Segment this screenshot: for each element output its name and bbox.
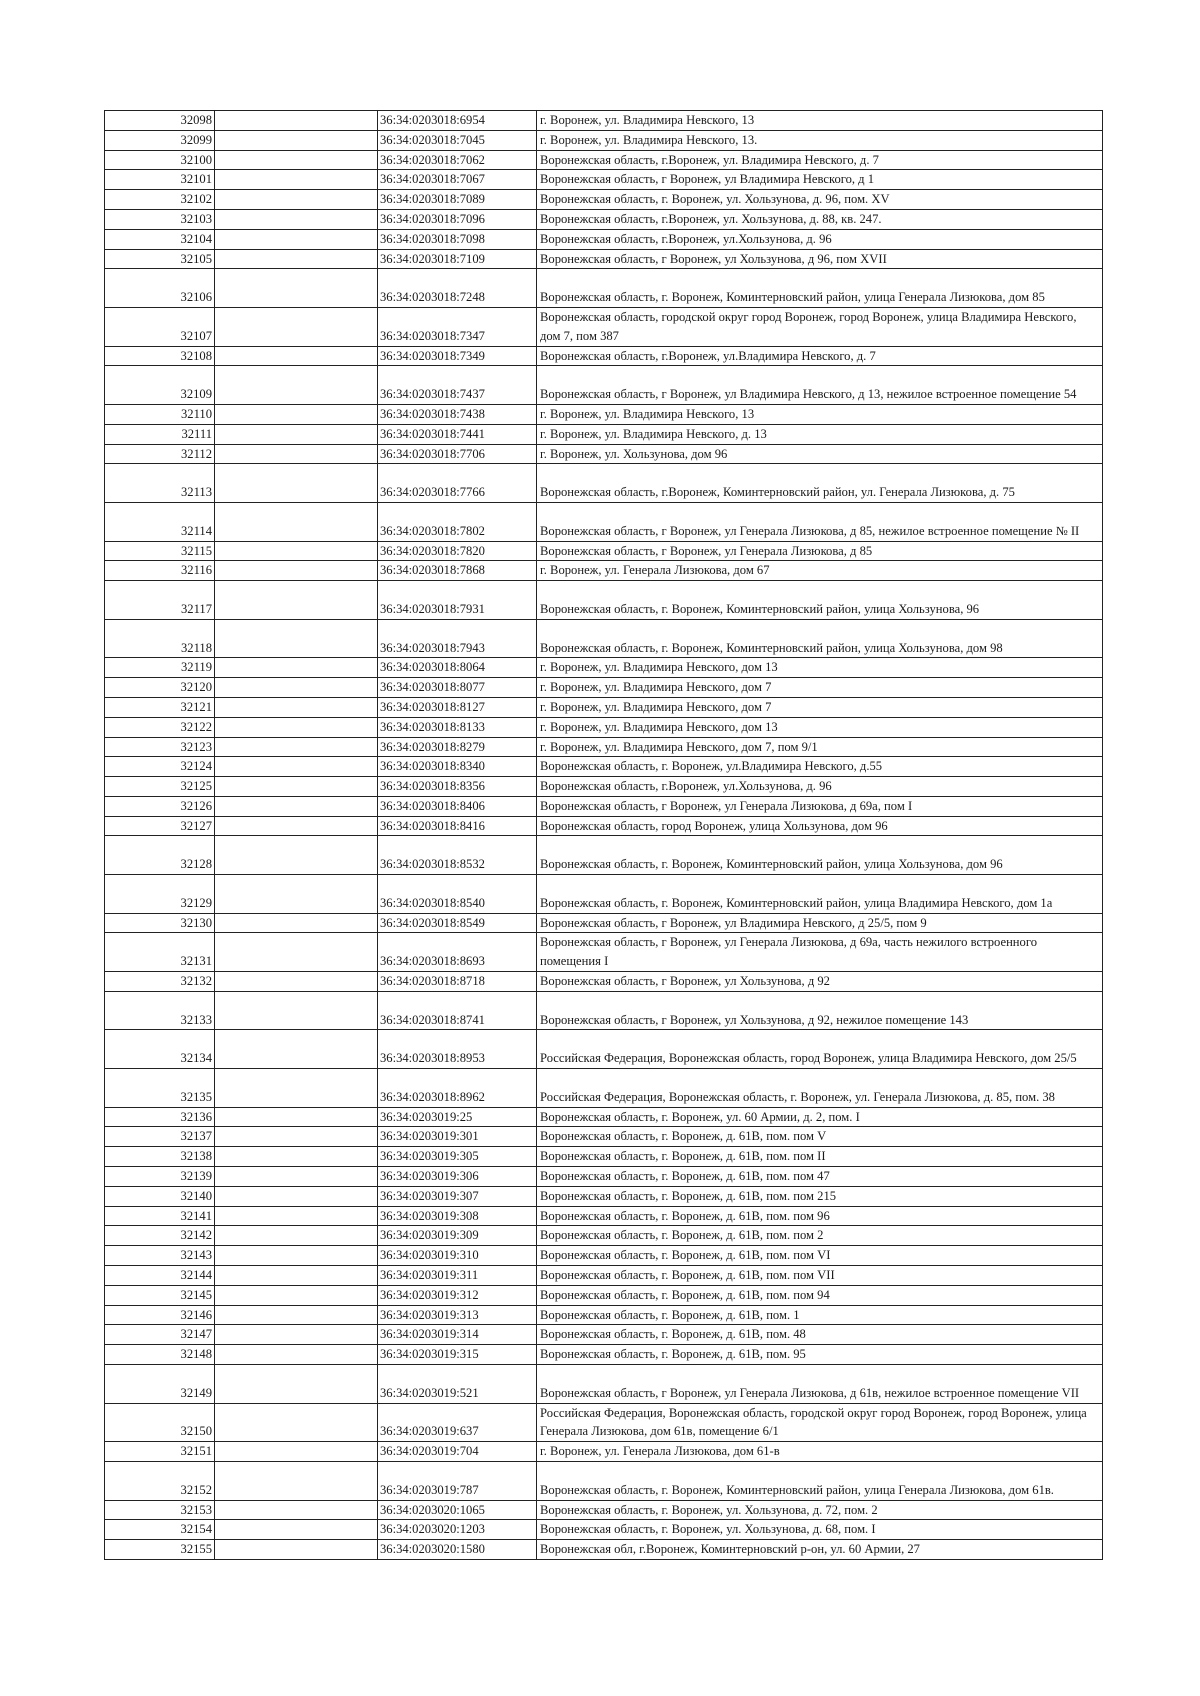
cadastral-number-cell: 36:34:0203019:315 bbox=[378, 1345, 537, 1365]
table-row bbox=[105, 1540, 1103, 1560]
row-number-cell: 32119 bbox=[105, 658, 215, 678]
cadastral-number-cell: 36:34:0203018:8127 bbox=[378, 697, 537, 717]
empty-cell bbox=[215, 796, 378, 816]
empty-cell bbox=[215, 1167, 378, 1187]
address-cell: г. Воронеж, ул. Владимира Невского, дом 7 bbox=[537, 678, 1103, 698]
empty-cell bbox=[215, 581, 378, 620]
table-row bbox=[105, 404, 1103, 424]
cadastral-number-cell: 36:34:0203018:7802 bbox=[378, 502, 537, 541]
empty-cell bbox=[215, 1461, 378, 1500]
address-cell: Воронежская область, г. Воронеж, д. 61В, пом. пом 96 bbox=[537, 1206, 1103, 1226]
empty-cell bbox=[215, 170, 378, 190]
table-row bbox=[105, 1520, 1103, 1540]
table-row bbox=[105, 777, 1103, 797]
address-cell: Воронежская область, г. Воронеж, д. 61В, пом. 95 bbox=[537, 1345, 1103, 1365]
cadastral-number-cell: 36:34:0203018:7067 bbox=[378, 170, 537, 190]
cadastral-number-cell: 36:34:0203019:301 bbox=[378, 1127, 537, 1147]
cadastral-number-cell: 36:34:0203018:7248 bbox=[378, 269, 537, 308]
row-number-cell: 32116 bbox=[105, 561, 215, 581]
row-number-cell: 32108 bbox=[105, 346, 215, 366]
cadastral-number-cell: 36:34:0203018:8406 bbox=[378, 796, 537, 816]
address-cell: г. Воронеж, ул. Владимира Невского, 13 bbox=[537, 404, 1103, 424]
cadastral-number-cell: 36:34:0203018:8064 bbox=[378, 658, 537, 678]
address-cell: Воронежская область, г. Воронеж, д. 61В, пом. пом VI bbox=[537, 1246, 1103, 1266]
empty-cell bbox=[215, 561, 378, 581]
cadastral-number-cell: 36:34:0203019:307 bbox=[378, 1186, 537, 1206]
empty-cell bbox=[215, 757, 378, 777]
address-cell: г. Воронеж, ул. Владимира Невского, дом 7, пом 9/1 bbox=[537, 737, 1103, 757]
table-row bbox=[105, 991, 1103, 1030]
address-cell: Воронежская область, г Воронеж, ул Генерала Лизюкова, д 69а, часть нежилого встроенного помещения I bbox=[537, 933, 1103, 972]
row-number-cell: 32123 bbox=[105, 737, 215, 757]
cadastral-number-cell: 36:34:0203019:312 bbox=[378, 1285, 537, 1305]
table-row bbox=[105, 444, 1103, 464]
table-row bbox=[105, 1500, 1103, 1520]
row-number-cell: 32154 bbox=[105, 1520, 215, 1540]
row-number-cell: 32118 bbox=[105, 619, 215, 658]
address-cell: г. Воронеж, ул. Владимира Невского, дом 13 bbox=[537, 658, 1103, 678]
table-row bbox=[105, 1325, 1103, 1345]
address-cell: г. Воронеж, ул. Владимира Невского, д. 13 bbox=[537, 424, 1103, 444]
cadastral-number-cell: 36:34:0203019:314 bbox=[378, 1325, 537, 1345]
empty-cell bbox=[215, 150, 378, 170]
table-row bbox=[105, 1206, 1103, 1226]
cadastral-number-cell: 36:34:0203018:8962 bbox=[378, 1069, 537, 1108]
address-cell: Воронежская область, г. Воронеж, д. 61В, пом. пом VII bbox=[537, 1266, 1103, 1286]
empty-cell bbox=[215, 424, 378, 444]
empty-cell bbox=[215, 269, 378, 308]
empty-cell bbox=[215, 777, 378, 797]
row-number-cell: 32109 bbox=[105, 366, 215, 405]
empty-cell bbox=[215, 249, 378, 269]
empty-cell bbox=[215, 190, 378, 210]
table-row bbox=[105, 619, 1103, 658]
address-cell: Воронежская область, г. Воронеж, ул. Хользунова, д. 72, пом. 2 bbox=[537, 1500, 1103, 1520]
address-cell: Воронежская область, г.Воронеж, ул. Хользунова, д. 88, кв. 247. bbox=[537, 209, 1103, 229]
row-number-cell: 32135 bbox=[105, 1069, 215, 1108]
address-cell: Воронежская область, г. Воронеж, ул. 60 Армии, д. 2, пом. I bbox=[537, 1107, 1103, 1127]
empty-cell bbox=[215, 1107, 378, 1127]
row-number-cell: 32107 bbox=[105, 307, 215, 346]
row-number-cell: 32105 bbox=[105, 249, 215, 269]
table-row bbox=[105, 1345, 1103, 1365]
table-row bbox=[105, 816, 1103, 836]
row-number-cell: 32146 bbox=[105, 1305, 215, 1325]
cadastral-number-cell: 36:34:0203018:8549 bbox=[378, 913, 537, 933]
address-cell: г. Воронеж, ул. Владимира Невского, 13. bbox=[537, 130, 1103, 150]
empty-cell bbox=[215, 502, 378, 541]
cadastral-number-cell: 36:34:0203018:8133 bbox=[378, 717, 537, 737]
cadastral-number-cell: 36:34:0203018:7089 bbox=[378, 190, 537, 210]
address-cell: Воронежская область, г Воронеж, ул Хользунова, д 92, нежилое помещение 143 bbox=[537, 991, 1103, 1030]
table-row bbox=[105, 1442, 1103, 1462]
empty-cell bbox=[215, 229, 378, 249]
cadastral-number-cell: 36:34:0203018:8741 bbox=[378, 991, 537, 1030]
empty-cell bbox=[215, 697, 378, 717]
table-row bbox=[105, 1266, 1103, 1286]
row-number-cell: 32111 bbox=[105, 424, 215, 444]
registry-table-body bbox=[105, 111, 1103, 1560]
address-cell: Воронежская область, г. Воронеж, д. 61В, пом. 1 bbox=[537, 1305, 1103, 1325]
row-number-cell: 32127 bbox=[105, 816, 215, 836]
cadastral-number-cell: 36:34:0203018:8340 bbox=[378, 757, 537, 777]
row-number-cell: 32151 bbox=[105, 1442, 215, 1462]
row-number-cell: 32150 bbox=[105, 1403, 215, 1442]
address-cell: Российская Федерация, Воронежская область, городской округ город Воронеж, город Воронеж, улица Генерала Лизюкова, дом 61в, помещение 6/1 bbox=[537, 1403, 1103, 1442]
cadastral-number-cell: 36:34:0203018:7706 bbox=[378, 444, 537, 464]
table-row bbox=[105, 1403, 1103, 1442]
row-number-cell: 32110 bbox=[105, 404, 215, 424]
cadastral-number-cell: 36:34:0203018:7868 bbox=[378, 561, 537, 581]
table-row bbox=[105, 581, 1103, 620]
address-cell: Воронежская область, г. Воронеж, Коминтерновский район, улица Генерала Лизюкова, дом 61в. bbox=[537, 1461, 1103, 1500]
table-row bbox=[105, 111, 1103, 131]
table-row bbox=[105, 913, 1103, 933]
empty-cell bbox=[215, 1186, 378, 1206]
cadastral-number-cell: 36:34:0203018:7045 bbox=[378, 130, 537, 150]
row-number-cell: 32133 bbox=[105, 991, 215, 1030]
row-number-cell: 32145 bbox=[105, 1285, 215, 1305]
address-cell: г. Воронеж, ул. Владимира Невского, дом 7 bbox=[537, 697, 1103, 717]
cadastral-number-cell: 36:34:0203019:704 bbox=[378, 1442, 537, 1462]
address-cell: Воронежская область, г. Воронеж, ул. Хользунова, д. 68, пом. I bbox=[537, 1520, 1103, 1540]
address-cell: Воронежская область, г. Воронеж, д. 61В, пом. пом 47 bbox=[537, 1167, 1103, 1187]
address-cell: г. Воронеж, ул. Генерала Лизюкова, дом 67 bbox=[537, 561, 1103, 581]
table-row bbox=[105, 1246, 1103, 1266]
table-row bbox=[105, 1226, 1103, 1246]
table-row bbox=[105, 697, 1103, 717]
row-number-cell: 32149 bbox=[105, 1365, 215, 1404]
empty-cell bbox=[215, 1442, 378, 1462]
cadastral-number-cell: 36:34:0203018:7438 bbox=[378, 404, 537, 424]
empty-cell bbox=[215, 444, 378, 464]
table-row bbox=[105, 561, 1103, 581]
table-row bbox=[105, 1186, 1103, 1206]
table-row bbox=[105, 1030, 1103, 1069]
row-number-cell: 32102 bbox=[105, 190, 215, 210]
row-number-cell: 32136 bbox=[105, 1107, 215, 1127]
table-row bbox=[105, 130, 1103, 150]
table-row bbox=[105, 307, 1103, 346]
empty-cell bbox=[215, 991, 378, 1030]
address-cell: Российская Федерация, Воронежская область, г. Воронеж, ул. Генерала Лизюкова, д. 85, пом. 38 bbox=[537, 1069, 1103, 1108]
address-cell: Воронежская область, г Воронеж, ул Генерала Лизюкова, д 61в, нежилое встроенное помещение VII bbox=[537, 1365, 1103, 1404]
empty-cell bbox=[215, 464, 378, 503]
cadastral-number-cell: 36:34:0203020:1203 bbox=[378, 1520, 537, 1540]
table-row bbox=[105, 1069, 1103, 1108]
address-cell: Воронежская область, г. Воронеж, д. 61В, пом. пом V bbox=[537, 1127, 1103, 1147]
cadastral-number-cell: 36:34:0203019:311 bbox=[378, 1266, 537, 1286]
cadastral-number-cell: 36:34:0203018:7109 bbox=[378, 249, 537, 269]
cadastral-number-cell: 36:34:0203018:8077 bbox=[378, 678, 537, 698]
address-cell: Воронежская область, г.Воронеж, ул.Хользунова, д. 96 bbox=[537, 229, 1103, 249]
row-number-cell: 32112 bbox=[105, 444, 215, 464]
table-row bbox=[105, 269, 1103, 308]
row-number-cell: 32121 bbox=[105, 697, 215, 717]
address-cell: Воронежская область, городской округ город Воронеж, город Воронеж, улица Владимира Невского, дом 7, пом 387 bbox=[537, 307, 1103, 346]
cadastral-number-cell: 36:34:0203018:8279 bbox=[378, 737, 537, 757]
row-number-cell: 32147 bbox=[105, 1325, 215, 1345]
table-row bbox=[105, 717, 1103, 737]
empty-cell bbox=[215, 346, 378, 366]
row-number-cell: 32148 bbox=[105, 1345, 215, 1365]
row-number-cell: 32100 bbox=[105, 150, 215, 170]
row-number-cell: 32101 bbox=[105, 170, 215, 190]
address-cell: Воронежская область, г. Воронеж, Коминтерновский район, улица Владимира Невского, дом 1а bbox=[537, 875, 1103, 914]
empty-cell bbox=[215, 1206, 378, 1226]
cadastral-number-cell: 36:34:0203018:8416 bbox=[378, 816, 537, 836]
cadastral-number-cell: 36:34:0203018:7931 bbox=[378, 581, 537, 620]
empty-cell bbox=[215, 836, 378, 875]
cadastral-number-cell: 36:34:0203018:8718 bbox=[378, 972, 537, 992]
cadastral-number-cell: 36:34:0203018:8356 bbox=[378, 777, 537, 797]
empty-cell bbox=[215, 1365, 378, 1404]
table-row bbox=[105, 796, 1103, 816]
empty-cell bbox=[215, 1520, 378, 1540]
row-number-cell: 32144 bbox=[105, 1266, 215, 1286]
cadastral-number-cell: 36:34:0203018:7441 bbox=[378, 424, 537, 444]
cadastral-number-cell: 36:34:0203020:1580 bbox=[378, 1540, 537, 1560]
empty-cell bbox=[215, 737, 378, 757]
empty-cell bbox=[215, 619, 378, 658]
table-row bbox=[105, 757, 1103, 777]
cadastral-number-cell: 36:34:0203018:6954 bbox=[378, 111, 537, 131]
row-number-cell: 32124 bbox=[105, 757, 215, 777]
row-number-cell: 32099 bbox=[105, 130, 215, 150]
cadastral-number-cell: 36:34:0203019:787 bbox=[378, 1461, 537, 1500]
address-cell: г. Воронеж, ул. Владимира Невского, дом 13 bbox=[537, 717, 1103, 737]
empty-cell bbox=[215, 111, 378, 131]
cadastral-number-cell: 36:34:0203018:7062 bbox=[378, 150, 537, 170]
cadastral-number-cell: 36:34:0203018:8532 bbox=[378, 836, 537, 875]
empty-cell bbox=[215, 1266, 378, 1286]
address-cell: г. Воронеж, ул. Владимира Невского, 13 bbox=[537, 111, 1103, 131]
row-number-cell: 32117 bbox=[105, 581, 215, 620]
table-row bbox=[105, 1127, 1103, 1147]
table-row bbox=[105, 933, 1103, 972]
address-cell: Воронежская область, г. Воронеж, д. 61В, пом. 48 bbox=[537, 1325, 1103, 1345]
empty-cell bbox=[215, 816, 378, 836]
row-number-cell: 32115 bbox=[105, 541, 215, 561]
table-row bbox=[105, 737, 1103, 757]
cadastral-number-cell: 36:34:0203018:7096 bbox=[378, 209, 537, 229]
address-cell: Воронежская область, г.Воронеж, ул.Хользунова, д. 96 bbox=[537, 777, 1103, 797]
cadastral-number-cell: 36:34:0203018:7349 bbox=[378, 346, 537, 366]
row-number-cell: 32130 bbox=[105, 913, 215, 933]
address-cell: Воронежская область, г Воронеж, ул Владимира Невского, д 13, нежилое встроенное помещение 54 bbox=[537, 366, 1103, 405]
row-number-cell: 32139 bbox=[105, 1167, 215, 1187]
address-cell: Воронежская область, г Воронеж, ул Владимира Невского, д 1 bbox=[537, 170, 1103, 190]
cadastral-number-cell: 36:34:0203018:7820 bbox=[378, 541, 537, 561]
cadastral-number-cell: 36:34:0203018:7943 bbox=[378, 619, 537, 658]
table-row bbox=[105, 1167, 1103, 1187]
cadastral-number-cell: 36:34:0203019:521 bbox=[378, 1365, 537, 1404]
row-number-cell: 32132 bbox=[105, 972, 215, 992]
row-number-cell: 32129 bbox=[105, 875, 215, 914]
address-cell: Воронежская область, г Воронеж, ул Владимира Невского, д 25/5, пом 9 bbox=[537, 913, 1103, 933]
registry-table bbox=[104, 110, 1103, 1560]
address-cell: Воронежская область, г. Воронеж, ул. Хользунова, д. 96, пом. XV bbox=[537, 190, 1103, 210]
empty-cell bbox=[215, 404, 378, 424]
row-number-cell: 32152 bbox=[105, 1461, 215, 1500]
address-cell: Воронежская область, г.Воронеж, ул.Владимира Невского, д. 7 bbox=[537, 346, 1103, 366]
table-row bbox=[105, 346, 1103, 366]
empty-cell bbox=[215, 1246, 378, 1266]
address-cell: Воронежская область, г. Воронеж, д. 61В, пом. пом 215 bbox=[537, 1186, 1103, 1206]
empty-cell bbox=[215, 1540, 378, 1560]
empty-cell bbox=[215, 541, 378, 561]
address-cell: г. Воронеж, ул. Хользунова, дом 96 bbox=[537, 444, 1103, 464]
table-row bbox=[105, 678, 1103, 698]
cadastral-number-cell: 36:34:0203019:309 bbox=[378, 1226, 537, 1246]
address-cell: Воронежская область, г Воронеж, ул Генерала Лизюкова, д 85 bbox=[537, 541, 1103, 561]
row-number-cell: 32114 bbox=[105, 502, 215, 541]
address-cell: Воронежская область, город Воронеж, улица Хользунова, дом 96 bbox=[537, 816, 1103, 836]
table-row bbox=[105, 1461, 1103, 1500]
table-row bbox=[105, 1107, 1103, 1127]
table-row bbox=[105, 1285, 1103, 1305]
empty-cell bbox=[215, 366, 378, 405]
row-number-cell: 32122 bbox=[105, 717, 215, 737]
cadastral-number-cell: 36:34:0203018:7437 bbox=[378, 366, 537, 405]
table-row bbox=[105, 1147, 1103, 1167]
row-number-cell: 32140 bbox=[105, 1186, 215, 1206]
address-cell: Воронежская область, г. Воронеж, д. 61В, пом. пом 94 bbox=[537, 1285, 1103, 1305]
cadastral-number-cell: 36:34:0203018:8540 bbox=[378, 875, 537, 914]
empty-cell bbox=[215, 1403, 378, 1442]
row-number-cell: 32103 bbox=[105, 209, 215, 229]
cadastral-number-cell: 36:34:0203019:313 bbox=[378, 1305, 537, 1325]
table-row bbox=[105, 1305, 1103, 1325]
table-row bbox=[105, 249, 1103, 269]
empty-cell bbox=[215, 1147, 378, 1167]
row-number-cell: 32143 bbox=[105, 1246, 215, 1266]
row-number-cell: 32142 bbox=[105, 1226, 215, 1246]
empty-cell bbox=[215, 1226, 378, 1246]
address-cell: Воронежская область, г. Воронеж, Коминтерновский район, улица Хользунова, дом 96 bbox=[537, 836, 1103, 875]
row-number-cell: 32134 bbox=[105, 1030, 215, 1069]
row-number-cell: 32137 bbox=[105, 1127, 215, 1147]
row-number-cell: 32113 bbox=[105, 464, 215, 503]
table-row bbox=[105, 836, 1103, 875]
cadastral-number-cell: 36:34:0203018:8693 bbox=[378, 933, 537, 972]
address-cell: Воронежская область, г. Воронеж, Коминтерновский район, улица Генерала Лизюкова, дом 85 bbox=[537, 269, 1103, 308]
row-number-cell: 32098 bbox=[105, 111, 215, 131]
row-number-cell: 32106 bbox=[105, 269, 215, 308]
empty-cell bbox=[215, 1285, 378, 1305]
address-cell: Российская Федерация, Воронежская область, город Воронеж, улица Владимира Невского, дом 25/5 bbox=[537, 1030, 1103, 1069]
empty-cell bbox=[215, 717, 378, 737]
table-row bbox=[105, 190, 1103, 210]
table-row bbox=[105, 972, 1103, 992]
empty-cell bbox=[215, 875, 378, 914]
row-number-cell: 32131 bbox=[105, 933, 215, 972]
cadastral-number-cell: 36:34:0203019:308 bbox=[378, 1206, 537, 1226]
table-row bbox=[105, 229, 1103, 249]
row-number-cell: 32128 bbox=[105, 836, 215, 875]
address-cell: Воронежская область, г.Воронеж, Коминтерновский район, ул. Генерала Лизюкова, д. 75 bbox=[537, 464, 1103, 503]
table-row bbox=[105, 658, 1103, 678]
empty-cell bbox=[215, 1500, 378, 1520]
empty-cell bbox=[215, 1030, 378, 1069]
cadastral-number-cell: 36:34:0203020:1065 bbox=[378, 1500, 537, 1520]
cadastral-number-cell: 36:34:0203018:8953 bbox=[378, 1030, 537, 1069]
address-cell: Воронежская область, г. Воронеж, д. 61В, пом. пом 2 bbox=[537, 1226, 1103, 1246]
cadastral-number-cell: 36:34:0203018:7098 bbox=[378, 229, 537, 249]
address-cell: Воронежская область, г Воронеж, ул Генерала Лизюкова, д 69а, пом I bbox=[537, 796, 1103, 816]
cadastral-number-cell: 36:34:0203019:637 bbox=[378, 1403, 537, 1442]
empty-cell bbox=[215, 913, 378, 933]
empty-cell bbox=[215, 307, 378, 346]
empty-cell bbox=[215, 1127, 378, 1147]
address-cell: Воронежская обл, г.Воронеж, Коминтерновский р-он, ул. 60 Армии, 27 bbox=[537, 1540, 1103, 1560]
table-row bbox=[105, 541, 1103, 561]
row-number-cell: 32155 bbox=[105, 1540, 215, 1560]
address-cell: Воронежская область, г Воронеж, ул Хользунова, д 92 bbox=[537, 972, 1103, 992]
address-cell: г. Воронеж, ул. Генерала Лизюкова, дом 61-в bbox=[537, 1442, 1103, 1462]
empty-cell bbox=[215, 933, 378, 972]
cadastral-number-cell: 36:34:0203018:7766 bbox=[378, 464, 537, 503]
cadastral-number-cell: 36:34:0203018:7347 bbox=[378, 307, 537, 346]
table-row bbox=[105, 424, 1103, 444]
address-cell: Воронежская область, г Воронеж, ул Хользунова, д 96, пом XVII bbox=[537, 249, 1103, 269]
row-number-cell: 32126 bbox=[105, 796, 215, 816]
table-row bbox=[105, 366, 1103, 405]
empty-cell bbox=[215, 1305, 378, 1325]
empty-cell bbox=[215, 1345, 378, 1365]
cadastral-number-cell: 36:34:0203019:25 bbox=[378, 1107, 537, 1127]
row-number-cell: 32141 bbox=[105, 1206, 215, 1226]
empty-cell bbox=[215, 1069, 378, 1108]
address-cell: Воронежская область, г. Воронеж, Коминтерновский район, улица Хользунова, 96 bbox=[537, 581, 1103, 620]
table-row bbox=[105, 209, 1103, 229]
row-number-cell: 32104 bbox=[105, 229, 215, 249]
table-row bbox=[105, 150, 1103, 170]
cadastral-number-cell: 36:34:0203019:306 bbox=[378, 1167, 537, 1187]
address-cell: Воронежская область, г Воронеж, ул Генерала Лизюкова, д 85, нежилое встроенное помещение № II bbox=[537, 502, 1103, 541]
empty-cell bbox=[215, 209, 378, 229]
row-number-cell: 32138 bbox=[105, 1147, 215, 1167]
cadastral-number-cell: 36:34:0203019:310 bbox=[378, 1246, 537, 1266]
table-row bbox=[105, 502, 1103, 541]
empty-cell bbox=[215, 130, 378, 150]
cadastral-number-cell: 36:34:0203019:305 bbox=[378, 1147, 537, 1167]
empty-cell bbox=[215, 678, 378, 698]
table-row bbox=[105, 1365, 1103, 1404]
table-row bbox=[105, 464, 1103, 503]
empty-cell bbox=[215, 658, 378, 678]
row-number-cell: 32125 bbox=[105, 777, 215, 797]
address-cell: Воронежская область, г. Воронеж, Коминтерновский район, улица Хользунова, дом 98 bbox=[537, 619, 1103, 658]
address-cell: Воронежская область, г.Воронеж, ул. Владимира Невского, д. 7 bbox=[537, 150, 1103, 170]
table-row bbox=[105, 170, 1103, 190]
row-number-cell: 32153 bbox=[105, 1500, 215, 1520]
address-cell: Воронежская область, г. Воронеж, ул.Владимира Невского, д.55 bbox=[537, 757, 1103, 777]
table-row bbox=[105, 875, 1103, 914]
empty-cell bbox=[215, 1325, 378, 1345]
empty-cell bbox=[215, 972, 378, 992]
address-cell: Воронежская область, г. Воронеж, д. 61В, пом. пом II bbox=[537, 1147, 1103, 1167]
row-number-cell: 32120 bbox=[105, 678, 215, 698]
